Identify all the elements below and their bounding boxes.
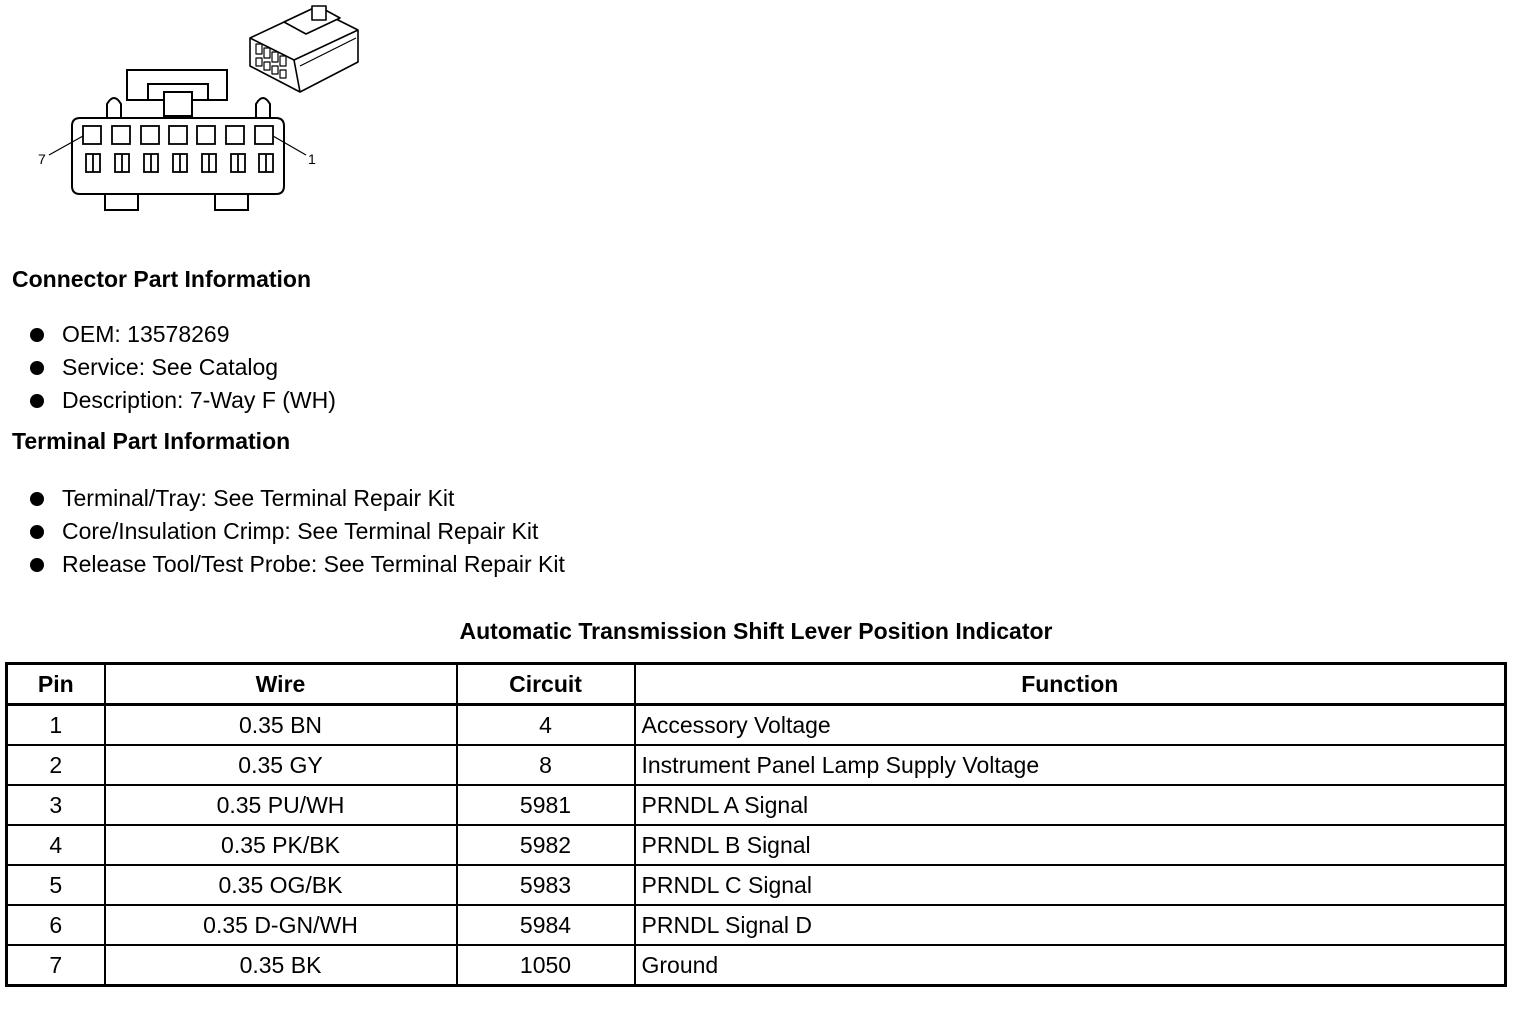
table-title: Automatic Transmission Shift Lever Position Indicator bbox=[459, 618, 1053, 644]
circuit-cell: 4 bbox=[457, 705, 635, 746]
table-row bbox=[7, 945, 1506, 986]
column-header-wire: Wire bbox=[105, 664, 457, 705]
connector-part-list bbox=[28, 318, 336, 417]
function-cell: PRNDL C Signal bbox=[635, 865, 1506, 905]
wire-cell: 0.35 BN bbox=[105, 705, 457, 746]
circuit-cell: 5983 bbox=[457, 865, 635, 905]
function-cell: Ground bbox=[635, 945, 1506, 986]
bullet-icon bbox=[30, 558, 44, 572]
wire-cell: 0.35 OG/BK bbox=[105, 865, 457, 905]
pin-1-label: 1 bbox=[308, 151, 316, 167]
table-row bbox=[7, 785, 1506, 825]
bullet-icon bbox=[30, 492, 44, 506]
bullet-icon bbox=[30, 525, 44, 539]
list-item: Terminal/Tray: See Terminal Repair Kit bbox=[28, 482, 565, 515]
function-cell: PRNDL A Signal bbox=[635, 785, 1506, 825]
circuit-cell: 1050 bbox=[457, 945, 635, 986]
circuit-cell: 5984 bbox=[457, 905, 635, 945]
pinout-table bbox=[5, 662, 1507, 987]
pin-cell: 4 bbox=[7, 825, 105, 865]
column-header-function: Function bbox=[635, 664, 1506, 705]
table-header-row bbox=[7, 664, 1506, 705]
pin-7-label: 7 bbox=[38, 151, 46, 167]
circuit-cell: 5982 bbox=[457, 825, 635, 865]
column-header-pin: Pin bbox=[7, 664, 105, 705]
pin-cell: 3 bbox=[7, 785, 105, 825]
table-row bbox=[7, 865, 1506, 905]
upper-cavities bbox=[83, 126, 273, 144]
wire-cell: 0.35 PK/BK bbox=[105, 825, 457, 865]
bullet-icon bbox=[30, 394, 44, 408]
wire-cell: 0.35 PU/WH bbox=[105, 785, 457, 825]
circuit-cell: 8 bbox=[457, 745, 635, 785]
list-item: Core/Insulation Crimp: See Terminal Repair Kit bbox=[28, 515, 565, 548]
terminal-part-list bbox=[28, 482, 565, 581]
pin-cell: 7 bbox=[7, 945, 105, 986]
bullet-icon bbox=[30, 328, 44, 342]
wire-cell: 0.35 GY bbox=[105, 745, 457, 785]
list-item: Description: 7-Way F (WH) bbox=[28, 384, 336, 417]
terminal-part-heading: Terminal Part Information bbox=[12, 428, 291, 454]
pin-cell: 5 bbox=[7, 865, 105, 905]
circuit-cell: 5981 bbox=[457, 785, 635, 825]
connector-3d-thumbnail bbox=[250, 6, 358, 92]
column-header-circuit: Circuit bbox=[457, 664, 635, 705]
pin-cell: 6 bbox=[7, 905, 105, 945]
table-row bbox=[7, 745, 1506, 785]
function-cell: PRNDL B Signal bbox=[635, 825, 1506, 865]
table-row bbox=[7, 825, 1506, 865]
wire-cell: 0.35 BK bbox=[105, 945, 457, 986]
bullet-icon bbox=[30, 361, 44, 375]
pin-cell: 2 bbox=[7, 745, 105, 785]
list-item: OEM: 13578269 bbox=[28, 318, 336, 351]
table-row bbox=[7, 905, 1506, 945]
function-cell: PRNDL Signal D bbox=[635, 905, 1506, 945]
table-row bbox=[7, 705, 1506, 746]
connector-part-heading: Connector Part Information bbox=[12, 266, 312, 292]
connector-diagram bbox=[0, 0, 380, 220]
function-cell: Instrument Panel Lamp Supply Voltage bbox=[635, 745, 1506, 785]
list-item: Release Tool/Test Probe: See Terminal Repair Kit bbox=[28, 548, 565, 581]
pin-cell: 1 bbox=[7, 705, 105, 746]
function-cell: Accessory Voltage bbox=[635, 705, 1506, 746]
wire-cell: 0.35 D-GN/WH bbox=[105, 905, 457, 945]
list-item: Service: See Catalog bbox=[28, 351, 336, 384]
